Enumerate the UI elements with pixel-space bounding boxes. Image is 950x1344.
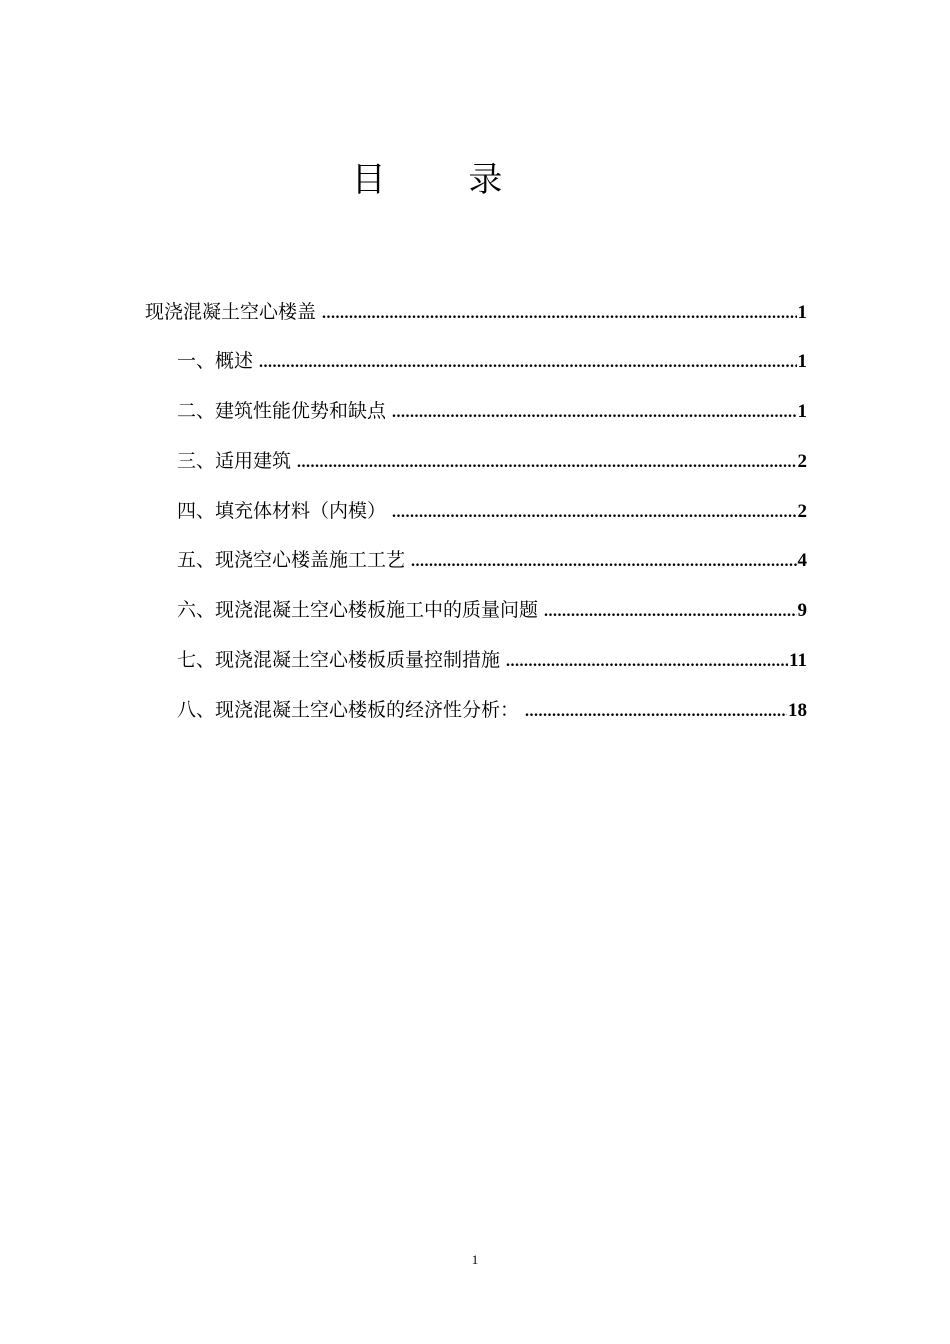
toc-dot-leader (297, 448, 796, 478)
toc-entry-overview[interactable] (177, 346, 807, 376)
toc-title: 目 录 (351, 160, 539, 200)
toc-entry-text: 六、现浇混凝土空心楼板施工中的质量问题 (177, 599, 539, 621)
toc-entry-page: 9 (797, 600, 807, 621)
toc-entry-text: 二、建筑性能优势和缺点 (177, 400, 387, 422)
toc-entry-construction-process[interactable] (177, 545, 807, 575)
toc-dot-leader (259, 348, 796, 378)
toc-dot-leader (392, 498, 796, 528)
toc-entry-page: 4 (797, 550, 807, 571)
toc-entry-text: 现浇混凝土空心楼盖 (145, 301, 317, 323)
toc-entry-page: 11 (789, 650, 807, 671)
toc-entry-page: 1 (797, 401, 807, 422)
toc-entry-page: 2 (797, 451, 807, 472)
toc-entry-hollow-floor[interactable] (145, 297, 807, 327)
toc-entry-page: 1 (797, 351, 807, 372)
toc-dot-leader (392, 398, 796, 428)
toc-entry-text: 五、现浇空心楼盖施工工艺 (177, 549, 406, 571)
toc-entry-text: 一、概述 (177, 350, 254, 372)
toc-entry-quality-problems[interactable] (177, 595, 807, 625)
toc-entry-filler-materials[interactable] (177, 496, 807, 526)
toc-entry-text: 三、适用建筑 (177, 450, 292, 472)
toc-entry-quality-control[interactable] (177, 645, 807, 675)
toc-dot-leader (544, 597, 796, 627)
toc-dot-leader (411, 547, 796, 577)
toc-entry-page: 1 (797, 302, 807, 323)
page-number: 1 (471, 1252, 479, 1267)
toc-entry-text: 七、现浇混凝土空心楼板质量控制措施 (177, 649, 501, 671)
toc-entry-page: 2 (797, 501, 807, 522)
toc-dot-leader (506, 647, 788, 677)
toc-entry-text: 八、现浇混凝土空心楼板的经济性分析： (177, 699, 520, 721)
toc-entry-page: 18 (788, 700, 807, 721)
toc-entry-text: 四、填充体材料（内模） (177, 500, 387, 522)
toc-dot-leader (525, 697, 787, 727)
toc-entry-economic-analysis[interactable] (177, 695, 807, 725)
toc-entry-advantages[interactable] (177, 396, 807, 426)
toc-dot-leader (322, 299, 796, 329)
toc-entry-applicable-buildings[interactable] (177, 446, 807, 476)
